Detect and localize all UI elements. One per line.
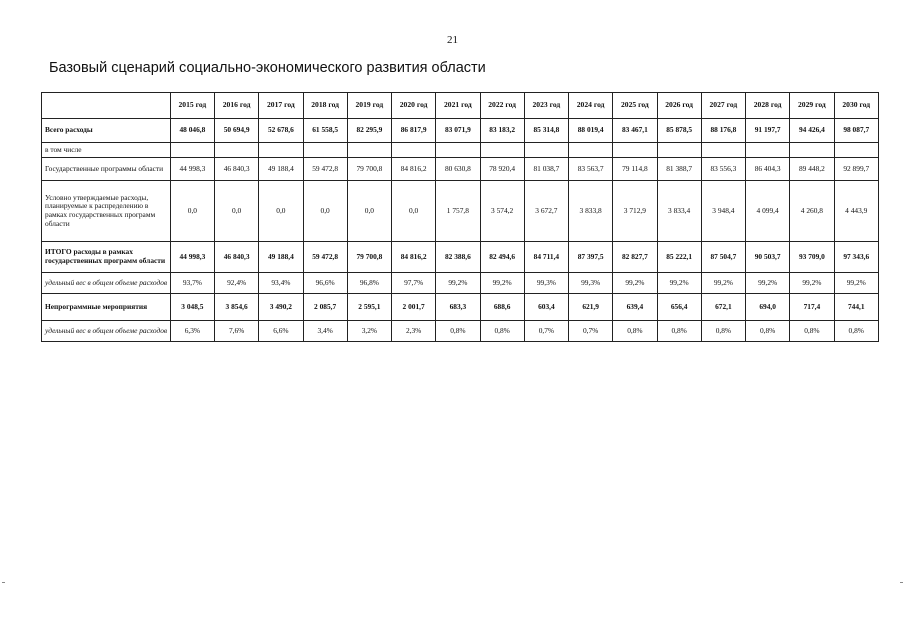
table-cell: 83 556,3 — [701, 158, 745, 181]
table-cell: 81 388,7 — [657, 158, 701, 181]
row-label: удельный вес в общем объеме расходов — [42, 273, 171, 294]
header-cell-2019: 2019 год — [347, 93, 391, 119]
table-cell: 96,6% — [303, 273, 347, 294]
table-cell: 82 494,6 — [480, 242, 524, 273]
table-cell: 97 343,6 — [834, 242, 878, 273]
table-cell: 97,7% — [392, 273, 436, 294]
table-cell: 85 314,8 — [524, 119, 568, 143]
table-cell: 0,8% — [436, 321, 480, 342]
table-row-total-expenses — [42, 119, 879, 143]
table-cell — [480, 143, 524, 158]
table-cell: 688,6 — [480, 294, 524, 321]
table-cell: 3 048,5 — [170, 294, 214, 321]
table-cell: 78 920,4 — [480, 158, 524, 181]
table-cell — [436, 143, 480, 158]
table-cell: 98 087,7 — [834, 119, 878, 143]
table-cell: 2,3% — [392, 321, 436, 342]
scan-edge-mark-right — [900, 582, 903, 583]
table-cell — [524, 143, 568, 158]
table-cell: 94 426,4 — [790, 119, 834, 143]
table-cell: 683,3 — [436, 294, 480, 321]
expenses-table — [41, 92, 879, 342]
header-cell-2017: 2017 год — [259, 93, 303, 119]
table-cell: 52 678,6 — [259, 119, 303, 143]
table-cell: 96,8% — [347, 273, 391, 294]
table-row-state-programs — [42, 158, 879, 181]
table-cell: 80 630,8 — [436, 158, 480, 181]
table-cell — [790, 143, 834, 158]
header-cell-2028: 2028 год — [746, 93, 790, 119]
table-cell — [303, 143, 347, 158]
table-cell: 85 878,5 — [657, 119, 701, 143]
table-cell — [392, 143, 436, 158]
table-cell: 2 085,7 — [303, 294, 347, 321]
table-cell — [657, 143, 701, 158]
table-cell: 7,6% — [215, 321, 259, 342]
table-cell: 4 260,8 — [790, 181, 834, 242]
table-cell: 744,1 — [834, 294, 878, 321]
header-cell-2022: 2022 год — [480, 93, 524, 119]
header-cell-2027: 2027 год — [701, 93, 745, 119]
table-cell: 3 672,7 — [524, 181, 568, 242]
table-cell: 656,4 — [657, 294, 701, 321]
table-cell: 46 840,3 — [215, 158, 259, 181]
table-cell: 85 222,1 — [657, 242, 701, 273]
table-cell — [347, 143, 391, 158]
header-cell-2020: 2020 год — [392, 93, 436, 119]
table-cell — [170, 143, 214, 158]
table-row-non-program — [42, 294, 879, 321]
table-cell: 81 038,7 — [524, 158, 568, 181]
table-cell: 6,3% — [170, 321, 214, 342]
table-cell: 3 854,6 — [215, 294, 259, 321]
table-row-total-programs — [42, 242, 879, 273]
table-cell: 0,0 — [170, 181, 214, 242]
table-cell: 92,4% — [215, 273, 259, 294]
table-cell: 3 833,8 — [569, 181, 613, 242]
scan-edge-mark-left — [2, 582, 5, 583]
table-cell: 93,4% — [259, 273, 303, 294]
table-cell: 3 574,2 — [480, 181, 524, 242]
table-cell: 44 998,3 — [170, 158, 214, 181]
table-cell — [701, 143, 745, 158]
table-cell: 99,2% — [657, 273, 701, 294]
table-cell: 79 700,8 — [347, 242, 391, 273]
table-cell: 59 472,8 — [303, 158, 347, 181]
table-cell: 603,4 — [524, 294, 568, 321]
table-cell: 6,6% — [259, 321, 303, 342]
table-cell: 87 397,5 — [569, 242, 613, 273]
table-cell: 93,7% — [170, 273, 214, 294]
table-cell: 88 019,4 — [569, 119, 613, 143]
table-cell: 672,1 — [701, 294, 745, 321]
table-cell — [569, 143, 613, 158]
table-cell: 0,0 — [303, 181, 347, 242]
table-cell: 0,0 — [259, 181, 303, 242]
row-label: Условно утверждаемые расходы, планируемые к распределению в рамках государственных программ области — [42, 181, 171, 242]
table-cell: 3 490,2 — [259, 294, 303, 321]
table-cell: 93 709,0 — [790, 242, 834, 273]
table-cell: 0,7% — [569, 321, 613, 342]
table-cell: 49 188,4 — [259, 242, 303, 273]
header-cell-2016: 2016 год — [215, 93, 259, 119]
table-cell: 99,2% — [701, 273, 745, 294]
document-title: Базовый сценарий социально-экономического развития области — [49, 60, 486, 76]
header-cell-label — [42, 93, 171, 119]
table-cell: 3 948,4 — [701, 181, 745, 242]
table-cell: 83 183,2 — [480, 119, 524, 143]
table-cell: 86 817,9 — [392, 119, 436, 143]
table-cell: 0,0 — [392, 181, 436, 242]
table-cell: 0,0 — [215, 181, 259, 242]
table-cell: 87 504,7 — [701, 242, 745, 273]
table-cell: 79 700,8 — [347, 158, 391, 181]
row-label: Государственные программы области — [42, 158, 171, 181]
row-label: ИТОГО расходы в рамках государственных программ области — [42, 242, 171, 273]
table-cell: 59 472,8 — [303, 242, 347, 273]
table-cell: 621,9 — [569, 294, 613, 321]
row-label: Непрограммные мероприятия — [42, 294, 171, 321]
table-row-conditional-expenses — [42, 181, 879, 242]
header-cell-2023: 2023 год — [524, 93, 568, 119]
table-header-row — [42, 93, 879, 119]
table-cell: 99,2% — [436, 273, 480, 294]
header-cell-2018: 2018 год — [303, 93, 347, 119]
table-cell: 86 404,3 — [746, 158, 790, 181]
table-cell: 694,0 — [746, 294, 790, 321]
header-cell-2026: 2026 год — [657, 93, 701, 119]
table-cell — [613, 143, 657, 158]
table-cell: 50 694,9 — [215, 119, 259, 143]
table-cell: 0,0 — [347, 181, 391, 242]
header-cell-2025: 2025 год — [613, 93, 657, 119]
table-cell: 0,8% — [834, 321, 878, 342]
table-cell: 3,4% — [303, 321, 347, 342]
table-cell: 82 388,6 — [436, 242, 480, 273]
header-cell-2021: 2021 год — [436, 93, 480, 119]
table-cell: 84 816,2 — [392, 158, 436, 181]
table-cell — [215, 143, 259, 158]
table-cell: 99,2% — [834, 273, 878, 294]
table-cell: 61 558,5 — [303, 119, 347, 143]
table-cell: 83 467,1 — [613, 119, 657, 143]
table-row-non-program-share — [42, 321, 879, 342]
table-cell: 83 071,9 — [436, 119, 480, 143]
table-cell — [746, 143, 790, 158]
table-cell: 0,8% — [657, 321, 701, 342]
table-cell: 2 001,7 — [392, 294, 436, 321]
table-cell — [259, 143, 303, 158]
table-cell: 717,4 — [790, 294, 834, 321]
page-number: 21 — [447, 34, 458, 46]
table-cell: 99,2% — [790, 273, 834, 294]
table-cell: 0,8% — [790, 321, 834, 342]
table-cell: 99,3% — [569, 273, 613, 294]
table-cell: 639,4 — [613, 294, 657, 321]
table-cell: 1 757,8 — [436, 181, 480, 242]
table-cell: 83 563,7 — [569, 158, 613, 181]
header-cell-2030: 2030 год — [834, 93, 878, 119]
table-cell: 82 827,7 — [613, 242, 657, 273]
table-cell: 84 816,2 — [392, 242, 436, 273]
table-cell: 99,2% — [746, 273, 790, 294]
table-cell: 0,8% — [701, 321, 745, 342]
table-cell: 99,3% — [524, 273, 568, 294]
header-cell-2024: 2024 год — [569, 93, 613, 119]
table-cell: 84 711,4 — [524, 242, 568, 273]
row-label: в том числе — [42, 143, 171, 158]
table-cell: 91 197,7 — [746, 119, 790, 143]
table-cell: 82 295,9 — [347, 119, 391, 143]
table-cell: 3 712,9 — [613, 181, 657, 242]
table-cell: 2 595,1 — [347, 294, 391, 321]
table-cell: 0,8% — [613, 321, 657, 342]
table-cell: 0,8% — [746, 321, 790, 342]
table-cell: 4 443,9 — [834, 181, 878, 242]
table-cell: 90 503,7 — [746, 242, 790, 273]
table-cell: 89 448,2 — [790, 158, 834, 181]
table-cell: 49 188,4 — [259, 158, 303, 181]
row-label: удельный вес в общем объеме расходов — [42, 321, 171, 342]
table-cell: 99,2% — [613, 273, 657, 294]
table-cell: 99,2% — [480, 273, 524, 294]
table-cell: 48 046,8 — [170, 119, 214, 143]
table-cell: 0,7% — [524, 321, 568, 342]
table-cell: 3,2% — [347, 321, 391, 342]
row-label: Всего расходы — [42, 119, 171, 143]
table-cell: 92 899,7 — [834, 158, 878, 181]
table-cell — [834, 143, 878, 158]
table-cell: 3 833,4 — [657, 181, 701, 242]
table-row-program-share — [42, 273, 879, 294]
table-cell: 88 176,8 — [701, 119, 745, 143]
table-cell: 79 114,8 — [613, 158, 657, 181]
header-cell-2015: 2015 год — [170, 93, 214, 119]
table-row-including — [42, 143, 879, 158]
header-cell-2029: 2029 год — [790, 93, 834, 119]
table-cell: 0,8% — [480, 321, 524, 342]
table-cell: 44 998,3 — [170, 242, 214, 273]
table-cell: 46 840,3 — [215, 242, 259, 273]
table-cell: 4 099,4 — [746, 181, 790, 242]
